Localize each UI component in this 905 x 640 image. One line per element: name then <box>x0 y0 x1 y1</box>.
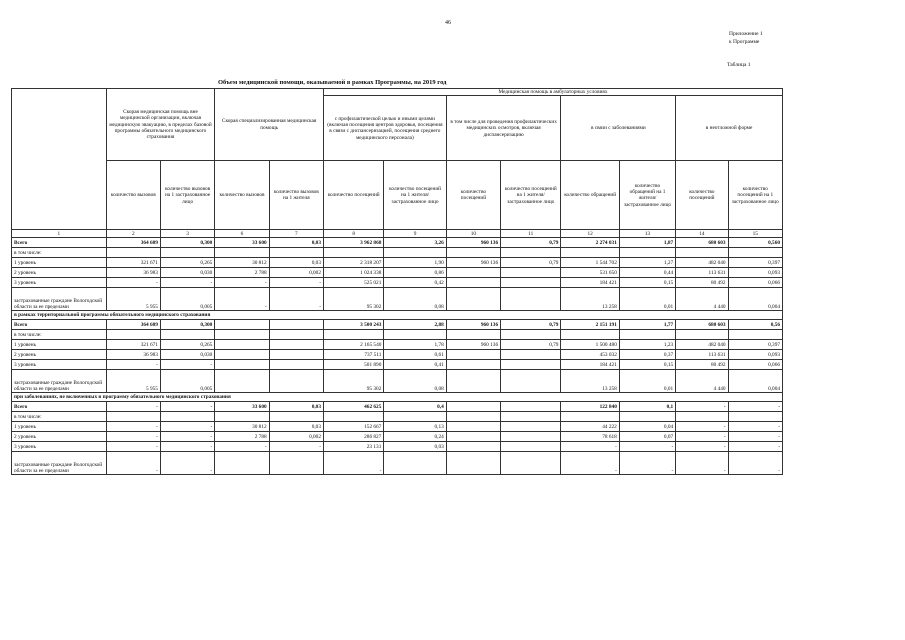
table-cell-c9: 0,61 <box>384 350 446 360</box>
table-cell-c14: - <box>676 402 728 412</box>
table-cell-c11 <box>501 402 561 412</box>
table-cell-c3: - <box>160 422 214 432</box>
table-cell-c11 <box>501 370 561 393</box>
table-cell-c9: 1,78 <box>384 340 446 350</box>
table-cell-c11 <box>501 422 561 432</box>
table-cell-c8: 1 024 338 <box>323 268 383 278</box>
row-label: Всего <box>12 320 107 330</box>
table-cell-c12: 1 500 480 <box>561 340 619 350</box>
table-row <box>12 268 783 278</box>
table-cell-c13: - <box>619 452 675 475</box>
table-cell-c14: 680 603 <box>676 238 728 248</box>
table-cell-c12: 2 151 191 <box>561 320 619 330</box>
column-number-cell: 12 <box>561 230 619 238</box>
table-cell-c13: - <box>619 442 675 452</box>
table-cell-c9 <box>384 452 446 475</box>
table-cell-c2: 36 983 <box>106 350 160 360</box>
table-row <box>12 238 783 248</box>
table-cell-c2: 364 609 <box>106 238 160 248</box>
column-number-cell: 6 <box>215 230 269 238</box>
header-urgent-visits: количество посещений <box>676 161 728 230</box>
table-cell-c9: 2,88 <box>384 320 446 330</box>
table-cell-c3: 0,005 <box>160 288 214 311</box>
column-number-cell: 15 <box>728 230 782 238</box>
table-cell-c13: 0,01 <box>619 288 675 311</box>
column-number-cell: 11 <box>501 230 561 238</box>
table-cell-c13: 0,07 <box>619 432 675 442</box>
page-number: 46 <box>445 20 451 26</box>
table-cell-c15: 0,066 <box>728 278 782 288</box>
table-cell-c7 <box>269 320 323 330</box>
table-cell-c8: - <box>323 452 383 475</box>
table-cell-c6 <box>215 330 269 340</box>
table-cell-c9: 0,08 <box>384 370 446 393</box>
table-cell-c7 <box>269 330 323 340</box>
table-cell-c12: - <box>561 442 619 452</box>
row-label: 1 уровень <box>12 258 107 268</box>
table-cell-c12: 2 274 031 <box>561 238 619 248</box>
table-cell-c3: - <box>160 360 214 370</box>
table-cell-c12: 184 421 <box>561 278 619 288</box>
table-cell-c6: 33 600 <box>215 238 269 248</box>
table-cell-c8: 501 890 <box>323 360 383 370</box>
table-cell-c15: 0,004 <box>728 370 782 393</box>
table-cell-c15: 0,56 <box>728 320 782 330</box>
table-cell-c9: 3,26 <box>384 238 446 248</box>
table-cell-c7 <box>269 412 323 422</box>
table-cell-c9: 0,86 <box>384 268 446 278</box>
table-cell-c10 <box>446 350 500 360</box>
table-cell-c12 <box>561 248 619 258</box>
table-cell-c10 <box>446 330 500 340</box>
row-label: 3 уровень <box>12 442 107 452</box>
table-cell-c7: - <box>269 442 323 452</box>
header-urgent-visits-per-insured: количество посещений на 1 застрахованное лицо <box>728 161 782 230</box>
row-label: застрахованные граждане Вологодской области за ее пределами <box>12 370 107 393</box>
table-cell-c7: 0,03 <box>269 422 323 432</box>
table-row <box>12 258 783 268</box>
appendix-line-2: к Программе <box>729 39 760 45</box>
table-cell-c10: 960 136 <box>446 320 500 330</box>
header-urgent: в неотложной форме <box>676 96 783 161</box>
table-row <box>12 370 783 393</box>
table-cell-c2: 321 671 <box>106 258 160 268</box>
table-cell-c15: - <box>728 432 782 442</box>
table-cell-c8 <box>323 412 383 422</box>
section-heading: при заболеваниях, не включенных в программу обязательного медицинского страхования <box>12 393 783 402</box>
table-cell-c7: 0,03 <box>269 238 323 248</box>
table-cell-c8: 462 625 <box>323 402 383 412</box>
table-cell-c2: 364 609 <box>106 320 160 330</box>
table-cell-c10 <box>446 432 500 442</box>
table-cell-c8 <box>323 330 383 340</box>
table-cell-c13: 1,27 <box>619 258 675 268</box>
table-cell-c3: 0,265 <box>160 258 214 268</box>
table-cell-c9: 1,90 <box>384 258 446 268</box>
table-cell-c6 <box>215 340 269 350</box>
table-cell-c6 <box>215 248 269 258</box>
table-row <box>12 350 783 360</box>
table-cell-c8: 23 131 <box>323 442 383 452</box>
table-cell-c15: 0,093 <box>728 350 782 360</box>
table-cell-c11 <box>501 432 561 442</box>
table-cell-c10 <box>446 268 500 278</box>
table-cell-c8: 2 318 207 <box>323 258 383 268</box>
table-cell-c2 <box>106 330 160 340</box>
table-cell-c14 <box>676 330 728 340</box>
table-cell-c11 <box>501 452 561 475</box>
table-cell-c13: 0,44 <box>619 268 675 278</box>
table-cell-c8: 95 302 <box>323 288 383 311</box>
header-calls: количество вызовов <box>106 161 160 230</box>
table-cell-c6 <box>215 320 269 330</box>
row-label: Всего <box>12 402 107 412</box>
table-cell-c10: 960 136 <box>446 340 500 350</box>
column-number-cell: 1 <box>12 230 107 238</box>
table-cell-c7: 0,002 <box>269 268 323 278</box>
table-cell-c10 <box>446 452 500 475</box>
table-cell-c2: - <box>106 422 160 432</box>
table-cell-c6: 33 600 <box>215 402 269 412</box>
table-row <box>12 422 783 432</box>
table-cell-c13: 0,37 <box>619 350 675 360</box>
table-row <box>12 412 783 422</box>
table-cell-c14: 482 040 <box>676 258 728 268</box>
table-cell-c6 <box>215 360 269 370</box>
row-label: 1 уровень <box>12 422 107 432</box>
header-appeals: количество обращений <box>561 161 619 230</box>
table-cell-c3: 0,265 <box>160 340 214 350</box>
table-cell-c14: 4 440 <box>676 288 728 311</box>
appendix-reference <box>729 30 763 46</box>
header-checkup-visits-per-person: количество посещений на 1 жителя/застрахованное лицо <box>501 161 561 230</box>
table-cell-c12: 184 421 <box>561 360 619 370</box>
table-cell-c9: 0,42 <box>384 278 446 288</box>
table-cell-c7 <box>269 350 323 360</box>
table-cell-c11 <box>501 278 561 288</box>
table-cell-c3: - <box>160 402 214 412</box>
table-cell-c14: - <box>676 432 728 442</box>
table-cell-c8: 3 962 868 <box>323 238 383 248</box>
table-cell-c2: 321 671 <box>106 340 160 350</box>
table-cell-c15: 0,066 <box>728 360 782 370</box>
row-label: в том числе: <box>12 412 107 422</box>
table-cell-c10 <box>446 278 500 288</box>
table-cell-c14: - <box>676 442 728 452</box>
section-heading: в рамках территориальной программы обязательного медицинского страхования <box>12 311 783 320</box>
header-visits-per-person: количество посещений на 1 жителя/застрахованное лицо <box>384 161 446 230</box>
header-special-ambulance: Скорая специализированная медицинская помощь <box>215 89 324 161</box>
table-cell-c14: 680 603 <box>676 320 728 330</box>
table-cell-c15: 0,004 <box>728 288 782 311</box>
table-cell-c6 <box>215 350 269 360</box>
table-cell-c6: - <box>215 442 269 452</box>
table-cell-c2 <box>106 248 160 258</box>
table-cell-c11 <box>501 442 561 452</box>
table-body <box>12 230 783 475</box>
table-cell-c13: 0,15 <box>619 278 675 288</box>
table-cell-c7: - <box>269 288 323 311</box>
table-cell-c14: 482 040 <box>676 340 728 350</box>
table-cell-c11 <box>501 288 561 311</box>
column-numbers-row <box>12 230 783 238</box>
table-cell-c6 <box>215 412 269 422</box>
column-number-cell: 2 <box>106 230 160 238</box>
medical-care-volume-table <box>11 88 783 475</box>
table-cell-c11 <box>501 412 561 422</box>
table-cell-c14: - <box>676 452 728 475</box>
table-cell-c8: 2 165 540 <box>323 340 383 350</box>
table-cell-c12: 531 650 <box>561 268 619 278</box>
table-cell-c2 <box>106 412 160 422</box>
table-cell-c13: 0,1 <box>619 402 675 412</box>
appendix-line-1: Приложение 1 <box>729 31 763 37</box>
table-cell-c2: - <box>106 278 160 288</box>
table-cell-c11 <box>501 350 561 360</box>
table-cell-c3: 0,300 <box>160 238 214 248</box>
table-cell-c3: 0,030 <box>160 268 214 278</box>
table-cell-c12: 13 258 <box>561 288 619 311</box>
table-row <box>12 442 783 452</box>
table-cell-c2: - <box>106 442 160 452</box>
table-cell-c11: 0,79 <box>501 340 561 350</box>
header-outpatient: Медицинская помощь в амбулаторных условиях <box>323 89 782 96</box>
table-cell-c12: 13 258 <box>561 370 619 393</box>
header-spec-calls-per-resident: количество вызовов на 1 жителя <box>269 161 323 230</box>
table-cell-c15 <box>728 248 782 258</box>
table-cell-c6: - <box>215 288 269 311</box>
table-cell-c7 <box>269 452 323 475</box>
table-cell-c11 <box>501 248 561 258</box>
table-cell-c9: 0,03 <box>384 442 446 452</box>
section-row <box>12 311 783 320</box>
row-label: застрахованные граждане Вологодской области за ее пределами <box>12 288 107 311</box>
table-cell-c13: 1,77 <box>619 320 675 330</box>
table-cell-c13 <box>619 248 675 258</box>
table-cell-c3 <box>160 412 214 422</box>
table-label: Таблица 1 <box>727 62 751 68</box>
header-visits: количество посещений <box>323 161 383 230</box>
table-cell-c10 <box>446 288 500 311</box>
table-cell-c14: 80 492 <box>676 278 728 288</box>
table-cell-c15: 0,397 <box>728 340 782 350</box>
table-cell-c12: 44 222 <box>561 422 619 432</box>
column-number-cell: 7 <box>269 230 323 238</box>
table-cell-c8 <box>323 248 383 258</box>
table-cell-c3 <box>160 330 214 340</box>
table-cell-c9 <box>384 412 446 422</box>
table-row <box>12 288 783 311</box>
row-label: в том числе: <box>12 248 107 258</box>
row-label: 2 уровень <box>12 268 107 278</box>
header-spec-calls: количество вызовов <box>215 161 269 230</box>
table-cell-c8: 3 500 243 <box>323 320 383 330</box>
table-cell-c14: 80 492 <box>676 360 728 370</box>
row-label: Всего <box>12 238 107 248</box>
table-cell-c8: 737 511 <box>323 350 383 360</box>
table-cell-c2: - <box>106 432 160 442</box>
table-cell-c7: 0,002 <box>269 432 323 442</box>
table-cell-c9: 0,13 <box>384 422 446 432</box>
table-cell-c10 <box>446 370 500 393</box>
table-cell-c10 <box>446 248 500 258</box>
table-cell-c14: 113 631 <box>676 350 728 360</box>
table-cell-c12: 453 032 <box>561 350 619 360</box>
table-cell-c15: 0,093 <box>728 268 782 278</box>
table-cell-c2: 5 955 <box>106 288 160 311</box>
table-cell-c13: 0,04 <box>619 422 675 432</box>
row-label: 2 уровень <box>12 432 107 442</box>
table-cell-c15 <box>728 330 782 340</box>
table-cell-c10: 960 136 <box>446 258 500 268</box>
table-cell-c13 <box>619 412 675 422</box>
table-cell-c7: 0,03 <box>269 258 323 268</box>
table-cell-c11 <box>501 268 561 278</box>
row-label: 2 уровень <box>12 350 107 360</box>
table-title: Объем медицинской помощи, оказываемой в рамках Программы, на 2019 год <box>218 79 447 86</box>
table-row <box>12 330 783 340</box>
table-cell-c3 <box>160 248 214 258</box>
table-cell-c8: 95 302 <box>323 370 383 393</box>
column-number-cell: 8 <box>323 230 383 238</box>
table-cell-c14: 113 631 <box>676 268 728 278</box>
table-cell-c9 <box>384 248 446 258</box>
table-cell-c9: 0,41 <box>384 360 446 370</box>
table-cell-c12: - <box>561 452 619 475</box>
column-number-cell: 9 <box>384 230 446 238</box>
row-label: в том числе: <box>12 330 107 340</box>
table-cell-c11: 0,79 <box>501 238 561 248</box>
header-checkups: в том числе для проведения профилактических медицинских осмотров, включая диспансеризацию <box>446 96 561 161</box>
table-cell-c8: 286 827 <box>323 432 383 442</box>
table-cell-c3: 0,005 <box>160 370 214 393</box>
row-label: 3 уровень <box>12 360 107 370</box>
table-cell-c13: 1,87 <box>619 238 675 248</box>
table-cell-c6: 30 812 <box>215 258 269 268</box>
table-cell-c11 <box>501 360 561 370</box>
table-row <box>12 452 783 475</box>
table-cell-c7 <box>269 370 323 393</box>
table-cell-c12 <box>561 412 619 422</box>
table-cell-c3: - <box>160 452 214 475</box>
table-cell-c9: 0,24 <box>384 432 446 442</box>
table-row <box>12 278 783 288</box>
table-cell-c6 <box>215 370 269 393</box>
table-cell-c3: - <box>160 278 214 288</box>
table-cell-c12: 1 544 702 <box>561 258 619 268</box>
header-appeals-per-person: количество обращений на 1 жителя/застрахованное лицо <box>619 161 675 230</box>
table-cell-c15: - <box>728 452 782 475</box>
table-row <box>12 402 783 412</box>
table-cell-c14 <box>676 412 728 422</box>
table-cell-c8: 152 667 <box>323 422 383 432</box>
table-cell-c2: 36 983 <box>106 268 160 278</box>
header-preventive: с профилактической целью и иными целями (включая посещения центров здоровья, посещения в связи с диспансеризацией, посещения среднего медицинского персонала) <box>323 96 446 161</box>
table-row <box>12 360 783 370</box>
table-cell-c13: 1,23 <box>619 340 675 350</box>
table-cell-c7 <box>269 340 323 350</box>
table-cell-c11: 0,79 <box>501 320 561 330</box>
table-cell-c15 <box>728 412 782 422</box>
header-checkup-visits: количество посещений <box>446 161 500 230</box>
table-cell-c3: 0,030 <box>160 350 214 360</box>
table-cell-c10 <box>446 402 500 412</box>
table-cell-c12: 78 618 <box>561 432 619 442</box>
table-row <box>12 320 783 330</box>
table-cell-c8: 525 021 <box>323 278 383 288</box>
table-row <box>12 432 783 442</box>
section-row <box>12 393 783 402</box>
row-label: застрахованные граждане Вологодской области за ее пределами <box>12 452 107 475</box>
table-cell-c14 <box>676 248 728 258</box>
table-cell-c9: 0,4 <box>384 402 446 412</box>
table-cell-c6: 2 788 <box>215 432 269 442</box>
header-ambulance: Скорая медицинская помощь вне медицинской организации, включая медицинскую эвакуацию, в пределах базовой программы обязательного медицинского страхования <box>106 89 215 161</box>
header-blank-cell <box>12 89 107 230</box>
table-cell-c15: - <box>728 402 782 412</box>
table-cell-c7: - <box>269 278 323 288</box>
table-cell-c6 <box>215 452 269 475</box>
table-cell-c15: - <box>728 422 782 432</box>
table-cell-c3: - <box>160 442 214 452</box>
column-number-cell: 14 <box>676 230 728 238</box>
table-cell-c12 <box>561 330 619 340</box>
table-cell-c6: 2 788 <box>215 268 269 278</box>
table-cell-c15: - <box>728 442 782 452</box>
table-cell-c2: - <box>106 452 160 475</box>
table-cell-c7: 0,03 <box>269 402 323 412</box>
column-number-cell: 3 <box>160 230 214 238</box>
table-cell-c10 <box>446 442 500 452</box>
table-cell-c11: 0,79 <box>501 258 561 268</box>
table-cell-c14: 4 440 <box>676 370 728 393</box>
table-cell-c10 <box>446 360 500 370</box>
table-cell-c9: 0,08 <box>384 288 446 311</box>
table-cell-c2: 5 955 <box>106 370 160 393</box>
table-cell-c11 <box>501 330 561 340</box>
table-cell-c12: 122 840 <box>561 402 619 412</box>
table-cell-c6: 30 812 <box>215 422 269 432</box>
row-label: 1 уровень <box>12 340 107 350</box>
table-cell-c7 <box>269 248 323 258</box>
table-row <box>12 340 783 350</box>
table-cell-c2: - <box>106 402 160 412</box>
table-cell-c10 <box>446 412 500 422</box>
table-cell-c3: - <box>160 432 214 442</box>
table-cell-c13 <box>619 330 675 340</box>
column-number-cell: 10 <box>446 230 500 238</box>
table-cell-c6: - <box>215 278 269 288</box>
table-cell-c10 <box>446 422 500 432</box>
table-cell-c2: - <box>106 360 160 370</box>
table-cell-c3: 0,300 <box>160 320 214 330</box>
table-cell-c15: 0,560 <box>728 238 782 248</box>
table-cell-c7 <box>269 360 323 370</box>
header-calls-per-insured: количество вызовов на 1 застрахованное лицо <box>160 161 214 230</box>
table-row <box>12 248 783 258</box>
table-cell-c14: - <box>676 422 728 432</box>
row-label: 3 уровень <box>12 278 107 288</box>
table-cell-c15: 0,397 <box>728 258 782 268</box>
header-disease: в связи с заболеваниями <box>561 96 676 161</box>
table-cell-c10: 960 136 <box>446 238 500 248</box>
table-cell-c9 <box>384 330 446 340</box>
table-cell-c13: 0,15 <box>619 360 675 370</box>
table-cell-c13: 0,01 <box>619 370 675 393</box>
column-number-cell: 13 <box>619 230 675 238</box>
